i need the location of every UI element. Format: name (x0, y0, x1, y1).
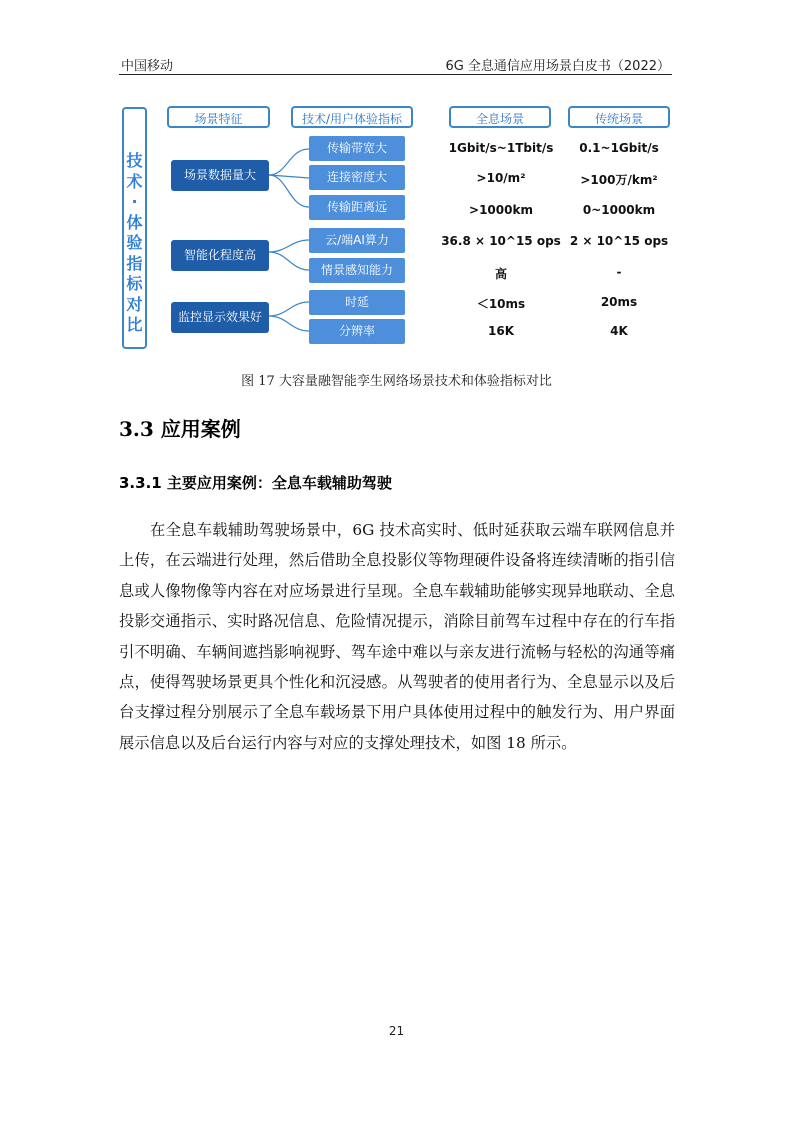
metric-distance: 传输距离远 (309, 195, 405, 220)
col-header-feature: 场景特征 (167, 106, 270, 128)
trad-value: 4K (610, 324, 628, 338)
vertical-label-box (122, 107, 147, 349)
connector (269, 175, 309, 207)
vertical-label-char: · (131, 192, 138, 211)
metric-latency: 时延 (309, 290, 405, 315)
holo-value: 1Gbit/s~1Tbit/s (448, 141, 554, 155)
connector (269, 240, 309, 252)
header-right: 6G 全息通信应用场景白皮书（2022） (445, 59, 670, 74)
metric-bandwidth: 传输带宽大 (309, 136, 405, 161)
vertical-label-char: 标 (126, 274, 143, 293)
trad-value: 0~1000km (582, 203, 656, 217)
vertical-label-char: 指 (126, 253, 143, 273)
connector (269, 302, 309, 316)
category-data-volume: 场景数据量大 (171, 160, 269, 191)
vertical-label-char: 体 (126, 212, 143, 232)
header-left: 中国移动 (121, 59, 174, 74)
trad-value: 0.1~1Gbit/s (579, 141, 659, 155)
holo-value: 16K (488, 324, 514, 338)
trad-value: >100万/km² (580, 173, 658, 187)
vertical-label-char: 比 (126, 315, 143, 334)
vertical-label-char: 技 (126, 151, 143, 170)
trad-value: 20ms (600, 295, 638, 309)
figure-caption: 图 17 大容量融智能孪生网络场景技术和体验指标对比 (241, 374, 552, 389)
metric-resolution: 分辨率 (309, 319, 405, 344)
col-header-traditional: 传统场景 (568, 106, 670, 128)
trad-value: - (616, 265, 622, 279)
category-display-quality: 监控显示效果好 (171, 302, 269, 333)
section-title: 3.3 应用案例 (119, 417, 241, 441)
metric-context-awareness: 情景感知能力 (309, 258, 405, 283)
category-intelligence: 智能化程度高 (171, 240, 269, 271)
subsection-title: 3.3.1 主要应用案例：全息车载辅助驾驶 (119, 474, 392, 492)
holo-value: ＜10ms (476, 297, 526, 311)
figure-17 (119, 103, 679, 358)
vertical-label-char: 术 (126, 171, 143, 191)
body-paragraph: 在全息车载辅助驾驶场景中，6G 技术高实时、低时延获取云端车联网信息并上传，在云端进行处理，然后借助全息投影仪等物理硬件设备将连续清晰的指引信息或人像物像等内容在对应场景进行呈现。全息车载辅助能够实现异地联动、全息投影交通指示、实时路况信息、危险情况提示，消除目前驾车过程中存在的行车指引不明确、车辆间遮挡影响视野、驾车途中难以与亲友进行流畅与轻松的沟通等痛点，使得驾驶场景更具个性化和沉浸感。从驾驶者的使用者行为、全息显示以及后台支撑过程分别展示了全息车载场景下用户具体使用过程中的触发行为、用户界面展示信息以及后台运行内容与对应的支撑处理技术，如图 18 所示。 (119, 521, 675, 752)
connector (269, 252, 309, 270)
holo-value: >10/m² (476, 171, 526, 185)
col-header-metric: 技术/用户体验指标 (291, 106, 413, 128)
col-header-holographic: 全息场景 (449, 106, 551, 128)
metric-ai-compute: 云/端AI算力 (309, 228, 405, 253)
trad-value: 2 × 10^15 ops (569, 234, 669, 248)
holo-value: >1000km (469, 203, 533, 217)
connector (269, 316, 309, 331)
page-number: 21 (388, 1024, 405, 1038)
vertical-label-char: 验 (126, 233, 143, 252)
header-divider (119, 74, 672, 75)
connector (269, 149, 309, 175)
holo-value: 高 (494, 267, 507, 281)
vertical-label-char: 对 (126, 294, 143, 314)
holo-value: 36.8 × 10^15 ops (441, 234, 561, 248)
metric-connection-density: 连接密度大 (309, 165, 405, 190)
